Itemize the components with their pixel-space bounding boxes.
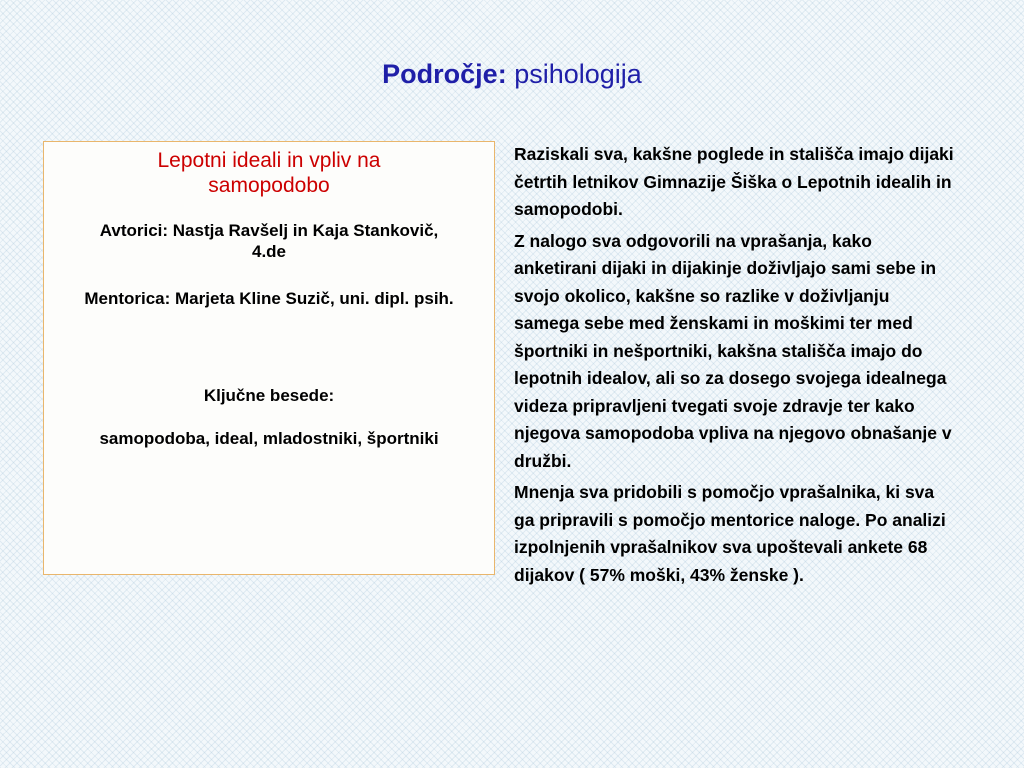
keywords: samopodoba, ideal, mladostniki, športniki: [99, 429, 439, 448]
keywords-label: Ključne besede:: [203, 386, 335, 405]
slide-title: [0, 56, 1024, 92]
project-info-box: [43, 141, 495, 575]
title-subject: psihologija: [514, 59, 642, 89]
project-description: [514, 141, 954, 593]
description-paragraph-2: Z nalogo sva odgovorili na vprašanja, kako anketirani dijaki in dijakinje doživljajo sami sebe in svojo okolico, kakšne so razlike v doživljanju samega sebe med ženskami in moškimi ter med športniki in nešportniki, kakšna stališča imajo do lepotnih idealov, ali so za dosego svojega idealnega videza pripravljeni tvegati svoje zdravje ter kako njegova samopodoba vpliva na njegovo obnašanje v družbi.: [514, 230, 952, 471]
title-prefix: Področje:: [382, 59, 507, 89]
description-paragraph-1: Raziskali sva, kakšne poglede in stališča imajo dijaki četrtih letnikov Gimnazije Šiška o Lepotnih idealih in samopodobi.: [514, 144, 954, 219]
description-paragraph-3: Mnenja sva pridobili s pomočjo vprašalnika, ki sva ga pripravili s pomočjo mentorice naloge. Po analizi izpolnjenih vprašalnikov sva upoštevali ankete 68 dijakov ( 57% moški, 43% ženske ).: [514, 482, 946, 585]
project-title: Lepotni ideali in vpliv na samopodobo: [157, 149, 381, 197]
mentor: Mentorica: Marjeta Kline Suzič, uni. dipl. psih.: [84, 289, 454, 308]
authors: Avtorici: Nastja Ravšelj in Kaja Stankovič, 4.de: [99, 221, 439, 261]
